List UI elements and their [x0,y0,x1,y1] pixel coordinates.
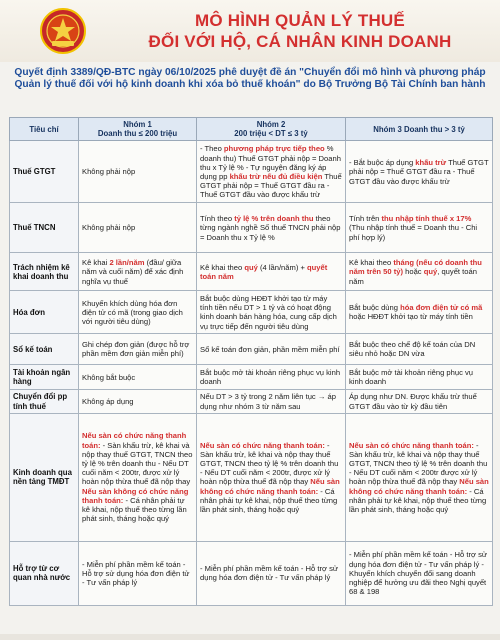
highlight-text: phương pháp trực tiếp theo [223,144,325,154]
cell-text: , quyết toán năm [349,267,477,286]
cell-group3 [346,390,493,413]
table-row [10,253,493,291]
highlight-text: Nếu sàn có chức năng thanh toán: [349,440,474,450]
highlight-text: hóa đơn điện tử có mã [400,303,483,313]
cell-group1 [79,365,197,390]
highlight-text: Nếu sàn không có chức năng thanh toán: [82,486,189,505]
cell-group1 [79,334,197,365]
cell-text: Không áp dụng [82,397,134,406]
cell-group2 [197,413,346,541]
table-row [10,541,493,605]
highlight-text: Nếu sàn có chức năng thanh toán: [200,440,325,450]
cell-text: - Tự nguyện đăng ký áp dụng pp [200,162,327,181]
decision-id: Quyết định 3389/QĐ-BTC [14,67,136,78]
cell-group3 [346,541,493,605]
decision-summary [0,62,500,114]
cell-group1 [79,253,197,291]
cell-group3 [346,203,493,253]
table-header-row [10,118,493,141]
cell-text: Không phải nộp [82,223,136,233]
cell-text: Kê khai [82,258,110,268]
cell-text: Áp dụng như DN. Được khấu trừ thuế GTGT đầu vào từ kỳ đầu tiên [349,392,477,411]
cell-text: hoặc HĐĐT khởi tạo từ máy tính tiền [349,312,473,322]
cell-text: Không phải nộp [82,167,136,177]
cell-text: - Miễn phí phần mềm kế toán - Hỗ trợ sử dụng hóa đơn điện tử - Tư vấn pháp lý [82,559,190,587]
cell-group3 [346,365,493,390]
cell-text: Tính trên [349,214,382,224]
cell-group1 [79,413,197,541]
cell-text: - Sàn khấu trừ, kê khai và nộp thay thuế GTGT, TNCN theo tỷ lệ % trên doanh thu - Nếu DT cuối năm < 200tr, được xử lý hoàn nộp thừa thuế đã nộp thay [82,440,193,487]
cell-text: Ghi chép đơn giản (được hỗ trợ phần mềm đơn giản miễn phí) [82,340,190,359]
highlight-text: quý [423,267,438,277]
highlight-text: Nếu sàn không có chức năng thanh toán: [349,477,489,496]
highlight-text: Nếu sàn không có chức năng thanh toán: [200,477,340,496]
table-row [10,390,493,413]
cell-text: - Miễn phí phần mềm kế toán - Hỗ trợ sử dụng hóa đơn điện tử - Tư vấn pháp lý [200,564,338,583]
page-title-line1: MÔ HÌNH QUẢN LÝ THUẾ [195,11,405,30]
cell-text: Bắt buộc mở tài khoản riêng phục vụ kinh doanh [349,368,474,387]
cell-text: - Sàn khấu trừ, kê khai và nộp thay thuế GTGT, TNCN theo tỷ lệ % trên doanh thu - Nếu DT cuối năm < 200tr, được xử lý hoàn nộp thừa thuế đã nộp thay [200,440,339,487]
table-body [10,141,493,605]
table-row [10,413,493,541]
cell-text: % doanh thu) [200,144,334,163]
cell-text: (4 lần/năm) + [257,262,308,272]
cell-group3 [346,141,493,203]
row-criteria: Thuế GTGT [10,141,79,203]
cell-group3 [346,291,493,334]
cell-text: Sổ kế toán đơn giản, phần mềm miễn phí [200,344,340,354]
cell-text: (Thu nhập tính thuế = Doanh thu - Chi phí hợp lý) [349,223,478,242]
header-group1-range: Doanh thu ≤ 200 triệu [97,129,178,139]
row-criteria: Trách nhiệm kê khai doanh thu [10,253,79,291]
header [0,0,500,62]
cell-text: - Miễn phí phần mềm kế toán - Hỗ trợ sử dụng hóa đơn điện tử - Tư vấn pháp lý - Khuyến khích chuyển đổi sang doanh nghiệp để hưởng ưu đãi theo Nghị quyết 68 & 198 [349,550,487,597]
cell-text: Kê khai theo [200,262,245,272]
cell-group3 [346,334,493,365]
cell-text: hoặc [403,267,424,277]
cell-group3 [346,413,493,541]
row-criteria: Thuế TNCN [10,203,79,253]
highlight-text: 2 lần/năm [109,258,145,268]
cell-text: - Cá nhân phải tự kê khai, nộp thuế theo từng lần phát sinh, tháng hoặc quý [349,486,487,514]
table-row [10,334,493,365]
cell-text: Khuyến khích dùng hóa đơn điện tử có mã (trong giao dịch với người tiêu dùng) [82,298,183,326]
tax-model-table [9,117,493,606]
header-group1 [79,118,197,141]
table-row [10,291,493,334]
cell-group1 [79,291,197,334]
highlight-text: quý [244,262,258,272]
cell-group1 [79,141,197,203]
cell-group1 [79,203,197,253]
highlight-text: khấu trừ nếu đủ điều kiện [229,171,323,181]
highlight-text: khấu trừ [415,158,447,168]
cell-group2 [197,291,346,334]
cell-text: Kê khai theo [349,258,394,268]
cell-text: - Theo [200,144,224,154]
cell-text: Bắt buộc dùng [349,303,401,313]
cell-text: Tính theo [200,214,235,224]
cell-text: Bắt buộc dùng HĐĐT khởi tạo từ máy tính tiền nếu DT > 1 tỷ và có hoạt động kinh doanh bán hàng hóa, cung cấp dịch vụ trực tiếp đến người tiêu dùng [200,294,337,331]
table-row [10,141,493,203]
cell-text: Thuế GTGT phải nộp = Thuế GTGT đầu ra - Thuế GTGT đầu vào được khấu trừ [349,158,489,186]
cell-group2 [197,365,346,390]
header-group2-title: Nhóm 2 [256,120,286,129]
row-criteria: Tài khoản ngân hàng [10,365,79,390]
header-criteria: Tiêu chí [10,118,79,141]
table-row [10,365,493,390]
cell-group2 [197,141,346,203]
cell-text: (đầu/ giữa năm và cuối năm) để xác định nghĩa vụ thuế [82,258,184,286]
decision-text: ngày 06/10/2025 phê duyệt đề án "Chuyển đổi mô hình và phương pháp Quản lý thuế đối với hộ kinh doanh khi xóa bỏ thuế khoán" do Bộ Trưởng Bộ Tài Chính ban hành [14,67,486,91]
page-title-line2: ĐỐI VỚI HỘ, CÁ NHÂN KINH DOANH [148,32,452,51]
table-row [10,203,493,253]
header-group1-title: Nhóm 1 [123,120,152,129]
row-criteria: Hóa đơn [10,291,79,334]
bottom-edge [0,634,500,640]
row-criteria: Sổ kế toán [10,334,79,365]
highlight-text: tỷ lệ % trên doanh thu [234,214,314,224]
row-criteria: Chuyển đổi pp tính thuế [10,390,79,413]
highlight-text: thu nhập tính thuế x 17% [381,214,472,224]
cell-text: - Bắt buộc áp dụng [349,158,416,168]
cell-group2 [197,253,346,291]
cell-group2 [197,390,346,413]
header-group2 [197,118,346,141]
cell-text: theo từng ngành nghề Số thuế TNCN phải nộp = Doanh thu x Tỷ lệ % [200,214,341,242]
cell-group2 [197,203,346,253]
header-group2-range: 200 triệu < DT ≤ 3 tỷ [234,129,308,139]
cell-group1 [79,541,197,605]
row-criteria: Hỗ trợ từ cơ quan nhà nước [10,541,79,605]
cell-text: Thuế GTGT phải nộp = Thuế GTGT đầu ra - Thuế GTGT đầu vào được khấu trừ [200,171,342,200]
row-criteria: Kinh doanh qua nền tảng TMĐT [10,413,79,541]
cell-group1 [79,390,197,413]
cell-text: - Cá nhân phải tự kê khai, nộp thuế theo từng lần phát sinh, tháng hoặc quý [82,495,187,524]
cell-text: Bắt buộc theo chế độ kế toán của DN siêu nhỏ hoặc DN vừa [349,340,476,359]
cell-text: - Cá nhân phải tự kê khai, nộp thuế theo từng lần phát sinh, tháng hoặc quý [200,486,338,514]
header-group3: Nhóm 3 Doanh thu > 3 tỷ [346,118,493,141]
cell-text: Bắt buộc mở tài khoản riêng phục vụ kinh doanh [200,368,341,387]
highlight-text: quyết toán năm [200,262,328,281]
cell-text: - Sàn khấu trừ, kê khai và nộp thay thuế GTGT, TNCN theo tỷ lệ % trên doanh thu - Nếu DT cuối năm < 200tr được xử lý hoàn nộp thừa thuế đã nộp thay [349,440,488,487]
tax-emblem-icon [40,8,86,54]
highlight-text: tháng (nếu có doanh thu năm trên 50 tỷ) [349,258,482,277]
cell-group2 [197,334,346,365]
cell-text: Không bắt buộc [82,372,136,382]
cell-group3 [346,253,493,291]
cell-text: Nếu DT > 3 tỷ trong 2 năm liên tục → áp dụng như nhóm 3 từ năm sau [200,392,336,411]
cell-text: Thuế GTGT phải nộp = Doanh thu x Tỷ lệ % [200,153,341,172]
cell-group2 [197,541,346,605]
highlight-text: Nếu sàn có chức năng thanh toán: [82,431,187,450]
